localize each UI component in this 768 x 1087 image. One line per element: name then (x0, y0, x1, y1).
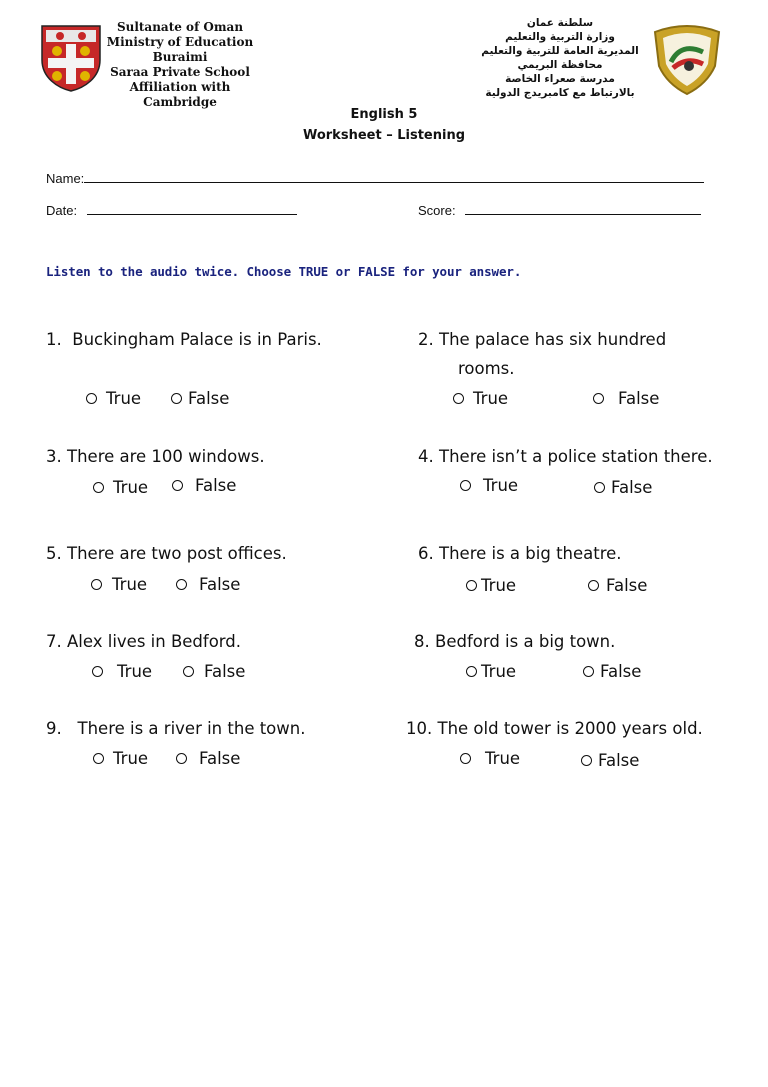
q6-false-option[interactable] (588, 576, 647, 595)
option-label: False (195, 476, 237, 495)
radio-circle-icon[interactable] (453, 393, 464, 404)
instructions: Listen to the audio twice. Choose TRUE or FALSE for your answer. (46, 264, 522, 279)
radio-circle-icon[interactable] (172, 480, 183, 491)
radio-circle-icon[interactable] (466, 666, 477, 677)
date-field[interactable] (46, 202, 297, 218)
question-number: 5. (46, 544, 62, 563)
option-label: True (117, 662, 153, 681)
option-label: False (606, 576, 648, 595)
radio-circle-icon[interactable] (92, 666, 103, 677)
option-label: True (483, 476, 519, 495)
question-1 (46, 330, 322, 349)
header-line-ar: محافظة البريمي (517, 59, 603, 71)
header-line: Ministry of Education (106, 35, 254, 49)
question-text: Buckingham Palace is in Paris. (72, 330, 322, 349)
q3-false-option[interactable] (172, 476, 236, 495)
question-text: There is a big theatre. (439, 544, 622, 563)
question-3 (46, 447, 265, 466)
score-field[interactable] (418, 202, 701, 218)
option-label: False (598, 751, 640, 770)
q1-false-option[interactable] (171, 389, 229, 408)
option-label: False (188, 389, 230, 408)
q8-false-option[interactable] (583, 662, 641, 681)
question-number: 4. (418, 447, 434, 466)
option-label: True (485, 749, 521, 768)
radio-circle-icon[interactable] (460, 480, 471, 491)
question-2-cont: rooms. (458, 359, 515, 378)
q10-true-option[interactable] (460, 749, 520, 768)
question-7 (46, 632, 241, 651)
date-line[interactable] (87, 202, 297, 215)
date-label: Date: (46, 203, 78, 218)
question-number: 8. (414, 632, 430, 651)
question-5 (46, 544, 287, 563)
question-number: 1. (46, 330, 62, 349)
question-text: The old tower is 2000 years old. (437, 719, 703, 738)
option-label: False (618, 389, 660, 408)
radio-circle-icon[interactable] (93, 482, 104, 493)
option-label: False (199, 575, 241, 594)
header-line: Buraimi (152, 50, 208, 64)
radio-circle-icon[interactable] (594, 482, 605, 493)
q8-true-option[interactable] (466, 662, 516, 681)
question-2 (418, 330, 666, 349)
question-8 (414, 632, 615, 651)
header-line-ar: وزارة التربية والتعليم (505, 31, 615, 43)
q9-true-option[interactable] (93, 749, 148, 768)
option-label: True (106, 389, 142, 408)
option-label: True (481, 662, 517, 681)
name-field[interactable] (46, 170, 704, 186)
question-10 (406, 719, 703, 738)
radio-circle-icon[interactable] (466, 580, 477, 591)
option-label: True (113, 749, 149, 768)
option-label: False (204, 662, 246, 681)
q9-false-option[interactable] (176, 749, 240, 768)
question-number: 7. (46, 632, 62, 651)
radio-circle-icon[interactable] (93, 753, 104, 764)
radio-circle-icon[interactable] (176, 579, 187, 590)
cambridge-crest-logo (40, 24, 102, 92)
question-number: 10. (406, 719, 433, 738)
school-badge-logo (647, 22, 727, 96)
q5-true-option[interactable] (91, 575, 147, 594)
option-label: True (481, 576, 517, 595)
question-text: Bedford is a big town. (435, 632, 616, 651)
radio-circle-icon[interactable] (583, 666, 594, 677)
q3-true-option[interactable] (93, 478, 148, 497)
radio-circle-icon[interactable] (593, 393, 604, 404)
worksheet-title: English 5 (350, 107, 418, 122)
question-number: 9. (46, 719, 62, 738)
question-text: There isn’t a police station there. (439, 447, 713, 466)
option-label: True (473, 389, 509, 408)
question-4 (418, 447, 713, 466)
header-line-ar: مدرسة صعراء الخاصة (505, 73, 615, 85)
radio-circle-icon[interactable] (588, 580, 599, 591)
option-label: True (113, 478, 149, 497)
option-label: False (611, 478, 653, 497)
name-line[interactable] (84, 170, 704, 183)
option-label: False (199, 749, 241, 768)
question-text: There is a river in the town. (77, 719, 306, 738)
question-number: 2. (418, 330, 434, 349)
radio-circle-icon[interactable] (176, 753, 187, 764)
question-number: 6. (418, 544, 434, 563)
radio-circle-icon[interactable] (183, 666, 194, 677)
question-9 (46, 719, 305, 738)
q7-true-option[interactable] (92, 662, 152, 681)
question-number: 3. (46, 447, 62, 466)
q2-true-option[interactable] (453, 389, 508, 408)
radio-circle-icon[interactable] (91, 579, 102, 590)
name-label: Name: (46, 171, 85, 186)
question-text: The palace has six hundred (439, 330, 667, 349)
question-text: There are two post offices. (67, 544, 287, 563)
header-right-text (470, 16, 650, 100)
header-line: Sultanate of Oman (116, 20, 244, 34)
q4-true-option[interactable] (460, 476, 518, 495)
header-line: Affiliation with Cambridge (129, 80, 231, 109)
option-label: True (112, 575, 148, 594)
header-left-text (102, 20, 258, 110)
q5-false-option[interactable] (176, 575, 240, 594)
q7-false-option[interactable] (183, 662, 245, 681)
option-label: False (600, 662, 642, 681)
q4-false-option[interactable] (594, 478, 652, 497)
radio-circle-icon[interactable] (86, 393, 97, 404)
radio-circle-icon[interactable] (581, 755, 592, 766)
question-text: Alex lives in Bedford. (67, 632, 242, 651)
q6-true-option[interactable] (466, 576, 516, 595)
q10-false-option[interactable] (581, 751, 639, 770)
question-text: There are 100 windows. (67, 447, 265, 466)
radio-circle-icon[interactable] (171, 393, 182, 404)
header-line-ar: بالارتباط مع كامبريدج الدولية (485, 87, 635, 99)
score-line[interactable] (465, 202, 701, 215)
header-line-ar: المديرية العامة للتربية والتعليم (481, 45, 639, 57)
worksheet-subtitle: Worksheet – Listening (302, 128, 466, 143)
header-line: Saraa Private School (110, 65, 250, 79)
header-line-ar: سلطنة عمان (526, 17, 594, 29)
score-label: Score: (418, 203, 456, 218)
q1-true-option[interactable] (86, 389, 141, 408)
radio-circle-icon[interactable] (460, 753, 471, 764)
q2-false-option[interactable] (593, 389, 659, 408)
question-6 (418, 544, 622, 563)
